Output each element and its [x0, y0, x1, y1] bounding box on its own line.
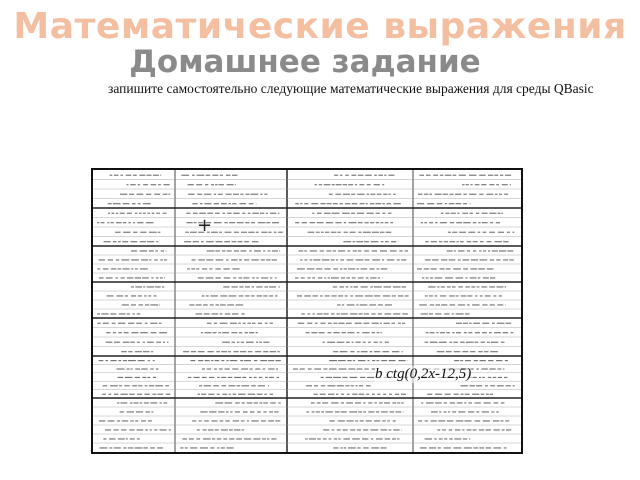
- plus-sign: +: [197, 215, 213, 236]
- task-description: запишите самостоятельно следующие математические выражения для среды QBasic: [108, 81, 594, 96]
- overlay-formula: b ctg(0,2x-12,5): [375, 366, 472, 382]
- slide-title: Математические выражения: [13, 6, 627, 47]
- slide-subtitle: Домашнее задание: [129, 44, 481, 80]
- formula-table-grid: [93, 170, 521, 452]
- formula-table: [91, 168, 523, 454]
